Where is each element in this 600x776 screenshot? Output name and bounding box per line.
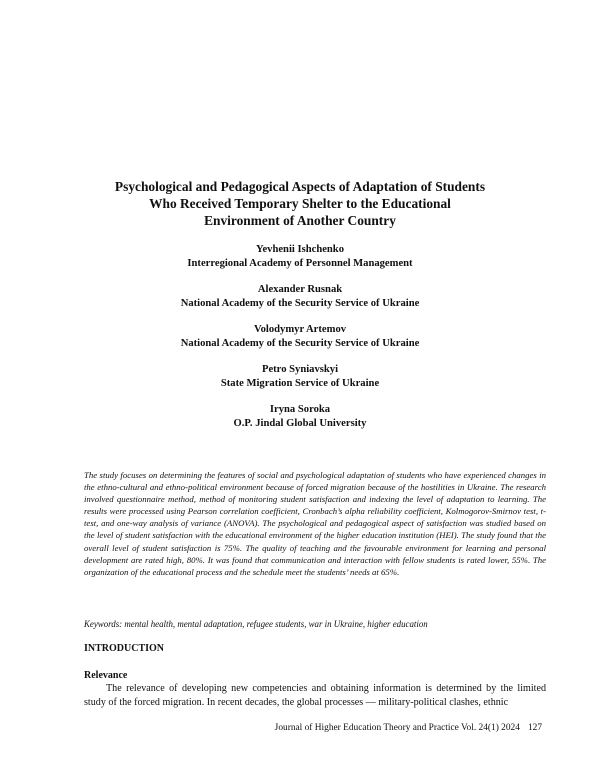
author-block	[60, 323, 540, 351]
author-name: Alexander Rusnak	[257, 284, 343, 295]
title-line-1: Psychological and Pedagogical Aspects of Adaptation of Students	[114, 179, 486, 194]
page-footer	[275, 722, 542, 734]
author-name: Petro Syniavskyi	[261, 364, 339, 375]
author-name: Yevhenii Ishchenko	[255, 244, 344, 255]
author-affiliation: Interregional Academy of Personnel Management	[187, 258, 413, 269]
author-block	[60, 283, 540, 311]
author-block	[60, 243, 540, 271]
page-number: 127	[527, 723, 542, 733]
author-affiliation: National Academy of the Security Service of Ukraine	[180, 298, 420, 309]
section-heading-introduction: INTRODUCTION	[84, 643, 165, 654]
abstract-text: The study focuses on determining the features of social and psychological adaptation of students who have experienced changes in the ethno-cultural and ethno-political environment because of forced migration because of the hostilities in Ukraine. The research involved questionnaire method, method of monitoring student satisfaction and indexing the level of adaptation to learning. The results were processed using Pearson correlation coefficient, Cronbach’s alpha reliability coefficient, Kolmogorov-Smirnov test, t-test, and one-way analysis of variance (ANOVA). The psychological and pedagogical aspect of satisfaction was studied based on the level of student satisfaction with the educational environment of the higher education institution (HEI). The study found that the overall level of student satisfaction is 75%. The quality of teaching and the favourable environment for learning and personal development are rated high, 80%. It was found that communication and interaction with fellow students is rated lower, 55%. The organization of the educational process and the schedule meet the students’ needs at 65%.	[84, 470, 546, 577]
author-block	[60, 363, 540, 391]
author-name: Volodymyr Artemov	[253, 324, 347, 335]
author-affiliation: National Academy of the Security Service of Ukraine	[180, 338, 420, 349]
author-block	[60, 403, 540, 431]
title-line-2: Who Received Temporary Shelter to the Educational	[149, 196, 451, 211]
author-list	[60, 243, 540, 443]
body-paragraph: The relevance of developing new competencies and obtaining information is determined by the limited study of the forced migration. In recent decades, the global processes — military-political clashes, ethnic	[84, 683, 546, 708]
journal-citation: Journal of Higher Education Theory and Practice Vol. 24(1) 2024	[274, 723, 520, 733]
author-name: Iryna Soroka	[269, 404, 331, 415]
author-affiliation: State Migration Service of Ukraine	[220, 378, 380, 389]
keywords-line: Keywords: mental health, mental adaptation, refugee students, war in Ukraine, higher education	[84, 619, 428, 629]
subsection-heading-relevance: Relevance	[84, 670, 128, 681]
title-line-3: Environment of Another Country	[204, 213, 396, 228]
author-affiliation: O.P. Jindal Global University	[233, 418, 367, 429]
paper-title	[60, 178, 540, 229]
